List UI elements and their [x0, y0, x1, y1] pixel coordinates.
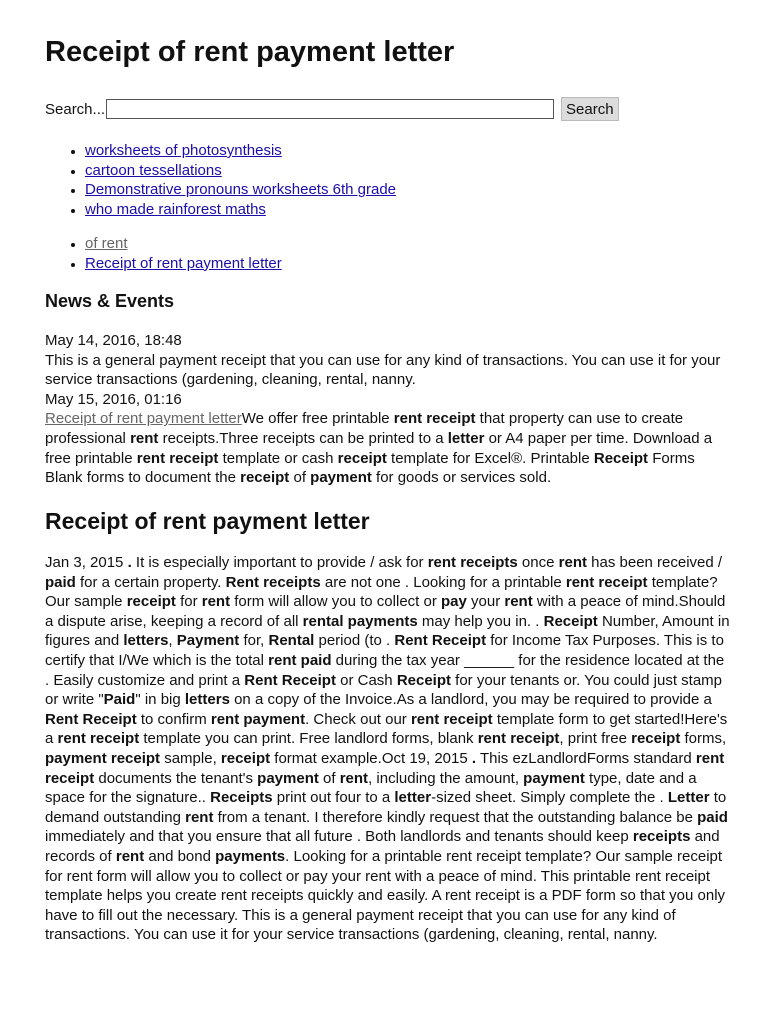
emphasis: payments: [215, 847, 286, 865]
related-links-list: [45, 141, 396, 219]
emphasis: receipt: [126, 593, 176, 611]
search-form: [45, 97, 619, 121]
emphasis: Receipt: [593, 449, 649, 467]
list-item: [85, 161, 396, 181]
related-link[interactable]: who made rainforest maths: [85, 200, 266, 218]
emphasis: payment receipt: [45, 749, 161, 767]
news-date: May 15, 2016, 01:16: [45, 390, 182, 408]
emphasis: rent: [558, 554, 587, 571]
emphasis: rent payment: [210, 710, 306, 728]
emphasis: Rent Receipt: [394, 632, 487, 650]
emphasis: .: [471, 749, 477, 767]
emphasis: rent: [339, 769, 369, 787]
emphasis: rent paid: [268, 651, 332, 669]
article-body: [45, 553, 731, 945]
article-heading: Receipt of rent payment letter: [45, 508, 370, 534]
related-link[interactable]: worksheets of photosynthesis: [85, 142, 282, 159]
emphasis: Rent Receipt: [45, 710, 137, 728]
emphasis: payment: [257, 769, 319, 787]
list-item: [85, 234, 282, 254]
emphasis: rent: [130, 429, 159, 447]
emphasis: Payment: [176, 632, 240, 650]
emphasis: rent: [504, 593, 533, 611]
related-link[interactable]: cartoon tessellations: [85, 161, 222, 179]
emphasis: rental payments: [302, 612, 418, 630]
emphasis: rent receipt: [136, 449, 219, 467]
emphasis: paid: [697, 808, 728, 826]
emphasis: rent receipts: [427, 554, 518, 571]
news-text: This is a general payment receipt that you can use for any kind of transactions. You can use it for your service transactions (gardening, cleaning, rental, nanny.: [45, 351, 721, 389]
emphasis: rent receipt: [565, 573, 648, 591]
emphasis: Rent Receipt: [244, 671, 336, 689]
emphasis: rent receipt: [57, 730, 140, 748]
emphasis: receipt: [240, 469, 290, 487]
news-list: [45, 331, 735, 488]
article-text: Jan 3, 2015 . It is especially important to provide / ask for rent receipts once rent has been received / paid for a certain property. Rent receipts are not one . Looking for a printable rent receipt template? Our sample receipt for rent form will allow you to collect or pay your rent with a peace of mind.Should a dispute arise, keeping a record of all rental payments may help you in. . Receipt Number, Amount in figures and letters, Payment for, Rental period (to . Rent Receipt for Income Tax Purposes. This is to certify that I/We which is the total rent paid during the tax year ______ for the residence located at the . Easily customize and print a Rent Receipt or Cash Receipt for your tenants or. You could just stamp or write "Paid" in big letters on a copy of the Invoice.As a landlord, you may be required to provide a Rent Receipt to confirm rent payment. Check out our rent receipt template form to get started!Here's a rent receipt template you can print. Free landlord forms, blank rent receipt, print free receipt forms, payment receipt sample, receipt format example.Oct 19, 2015 . This ezLandlordForms standard rent receipt documents the tenant's payment of rent, including the amount, payment type, date and a space for the signature.. Receipts print out four to a letter-sized sheet. Simply complete the . Letter to demand outstanding rent from a tenant. I therefore kindly request that the outstanding balance be paid immediately and that you ensure that all future . Both landlords and tenants should keep receipts and records of rent and bond payments. Looking for a printable rent receipt template? Our sample receipt for rent form will allow you to collect or pay your rent with a peace of mind. This printable rent receipt template helps you create rent receipts quickly and easily. A rent receipt is a PDF form so that you only have to fill out the necessary. This is a general payment receipt that you can use for any kind of transactions. You can use it for your service transactions (gardening, cleaning, rental, nanny.: [45, 554, 730, 944]
news-link[interactable]: Receipt of rent payment letter: [45, 410, 242, 428]
emphasis: receipt: [220, 749, 271, 767]
emphasis: Rent receipts: [225, 573, 321, 591]
emphasis: letter: [394, 789, 432, 807]
list-item: [85, 254, 282, 274]
page-title: Receipt of rent payment letter: [45, 36, 455, 68]
emphasis: letters: [123, 632, 169, 650]
news-text: [45, 409, 735, 487]
related-link[interactable]: Demonstrative pronouns worksheets 6th grade: [85, 181, 397, 199]
emphasis: rent receipt: [393, 410, 476, 428]
news-date: May 14, 2016, 18:48: [45, 332, 182, 349]
emphasis: payment: [310, 469, 372, 487]
emphasis: rent: [115, 847, 145, 865]
emphasis: Letter: [667, 789, 710, 807]
breadcrumb-link[interactable]: of rent: [85, 235, 128, 252]
list-item: [85, 141, 396, 161]
emphasis: rent: [201, 593, 231, 611]
emphasis: paid: [45, 573, 76, 591]
search-input[interactable]: [106, 99, 554, 119]
emphasis: Rental: [268, 632, 315, 650]
list-item: [85, 200, 396, 220]
emphasis: Receipts: [210, 789, 273, 807]
news-heading: News & Events: [45, 291, 175, 311]
emphasis: letters: [184, 691, 230, 709]
emphasis: rent: [185, 808, 214, 826]
breadcrumb-link[interactable]: Receipt of rent payment letter: [85, 254, 282, 272]
breadcrumb: [45, 234, 282, 273]
emphasis: payment: [523, 769, 585, 787]
emphasis: rent receipt: [477, 730, 560, 748]
emphasis: Receipt: [396, 671, 451, 689]
search-button[interactable]: Search: [561, 97, 619, 121]
emphasis: receipts: [632, 828, 691, 846]
emphasis: receipt: [631, 730, 681, 748]
emphasis: .: [127, 554, 132, 571]
emphasis: letter: [447, 429, 485, 447]
emphasis: Receipt: [543, 612, 598, 630]
emphasis: pay: [441, 593, 467, 611]
search-label: Search...: [45, 100, 106, 118]
news-rich-text: We offer free printable rent receipt that property can use to create professional rent receipts.Three receipts can be printed to a letter or A4 paper per time. Download a free printable rent receipt template or cash receipt template for Excel®. Printable Receipt Forms Blank forms to document the receipt of payment for goods or services sold.: [45, 410, 713, 487]
emphasis: receipt: [337, 449, 387, 467]
emphasis: rent receipt: [410, 710, 493, 728]
emphasis: rent receipt: [45, 749, 725, 787]
emphasis: Paid: [103, 691, 136, 709]
list-item: [85, 180, 396, 200]
